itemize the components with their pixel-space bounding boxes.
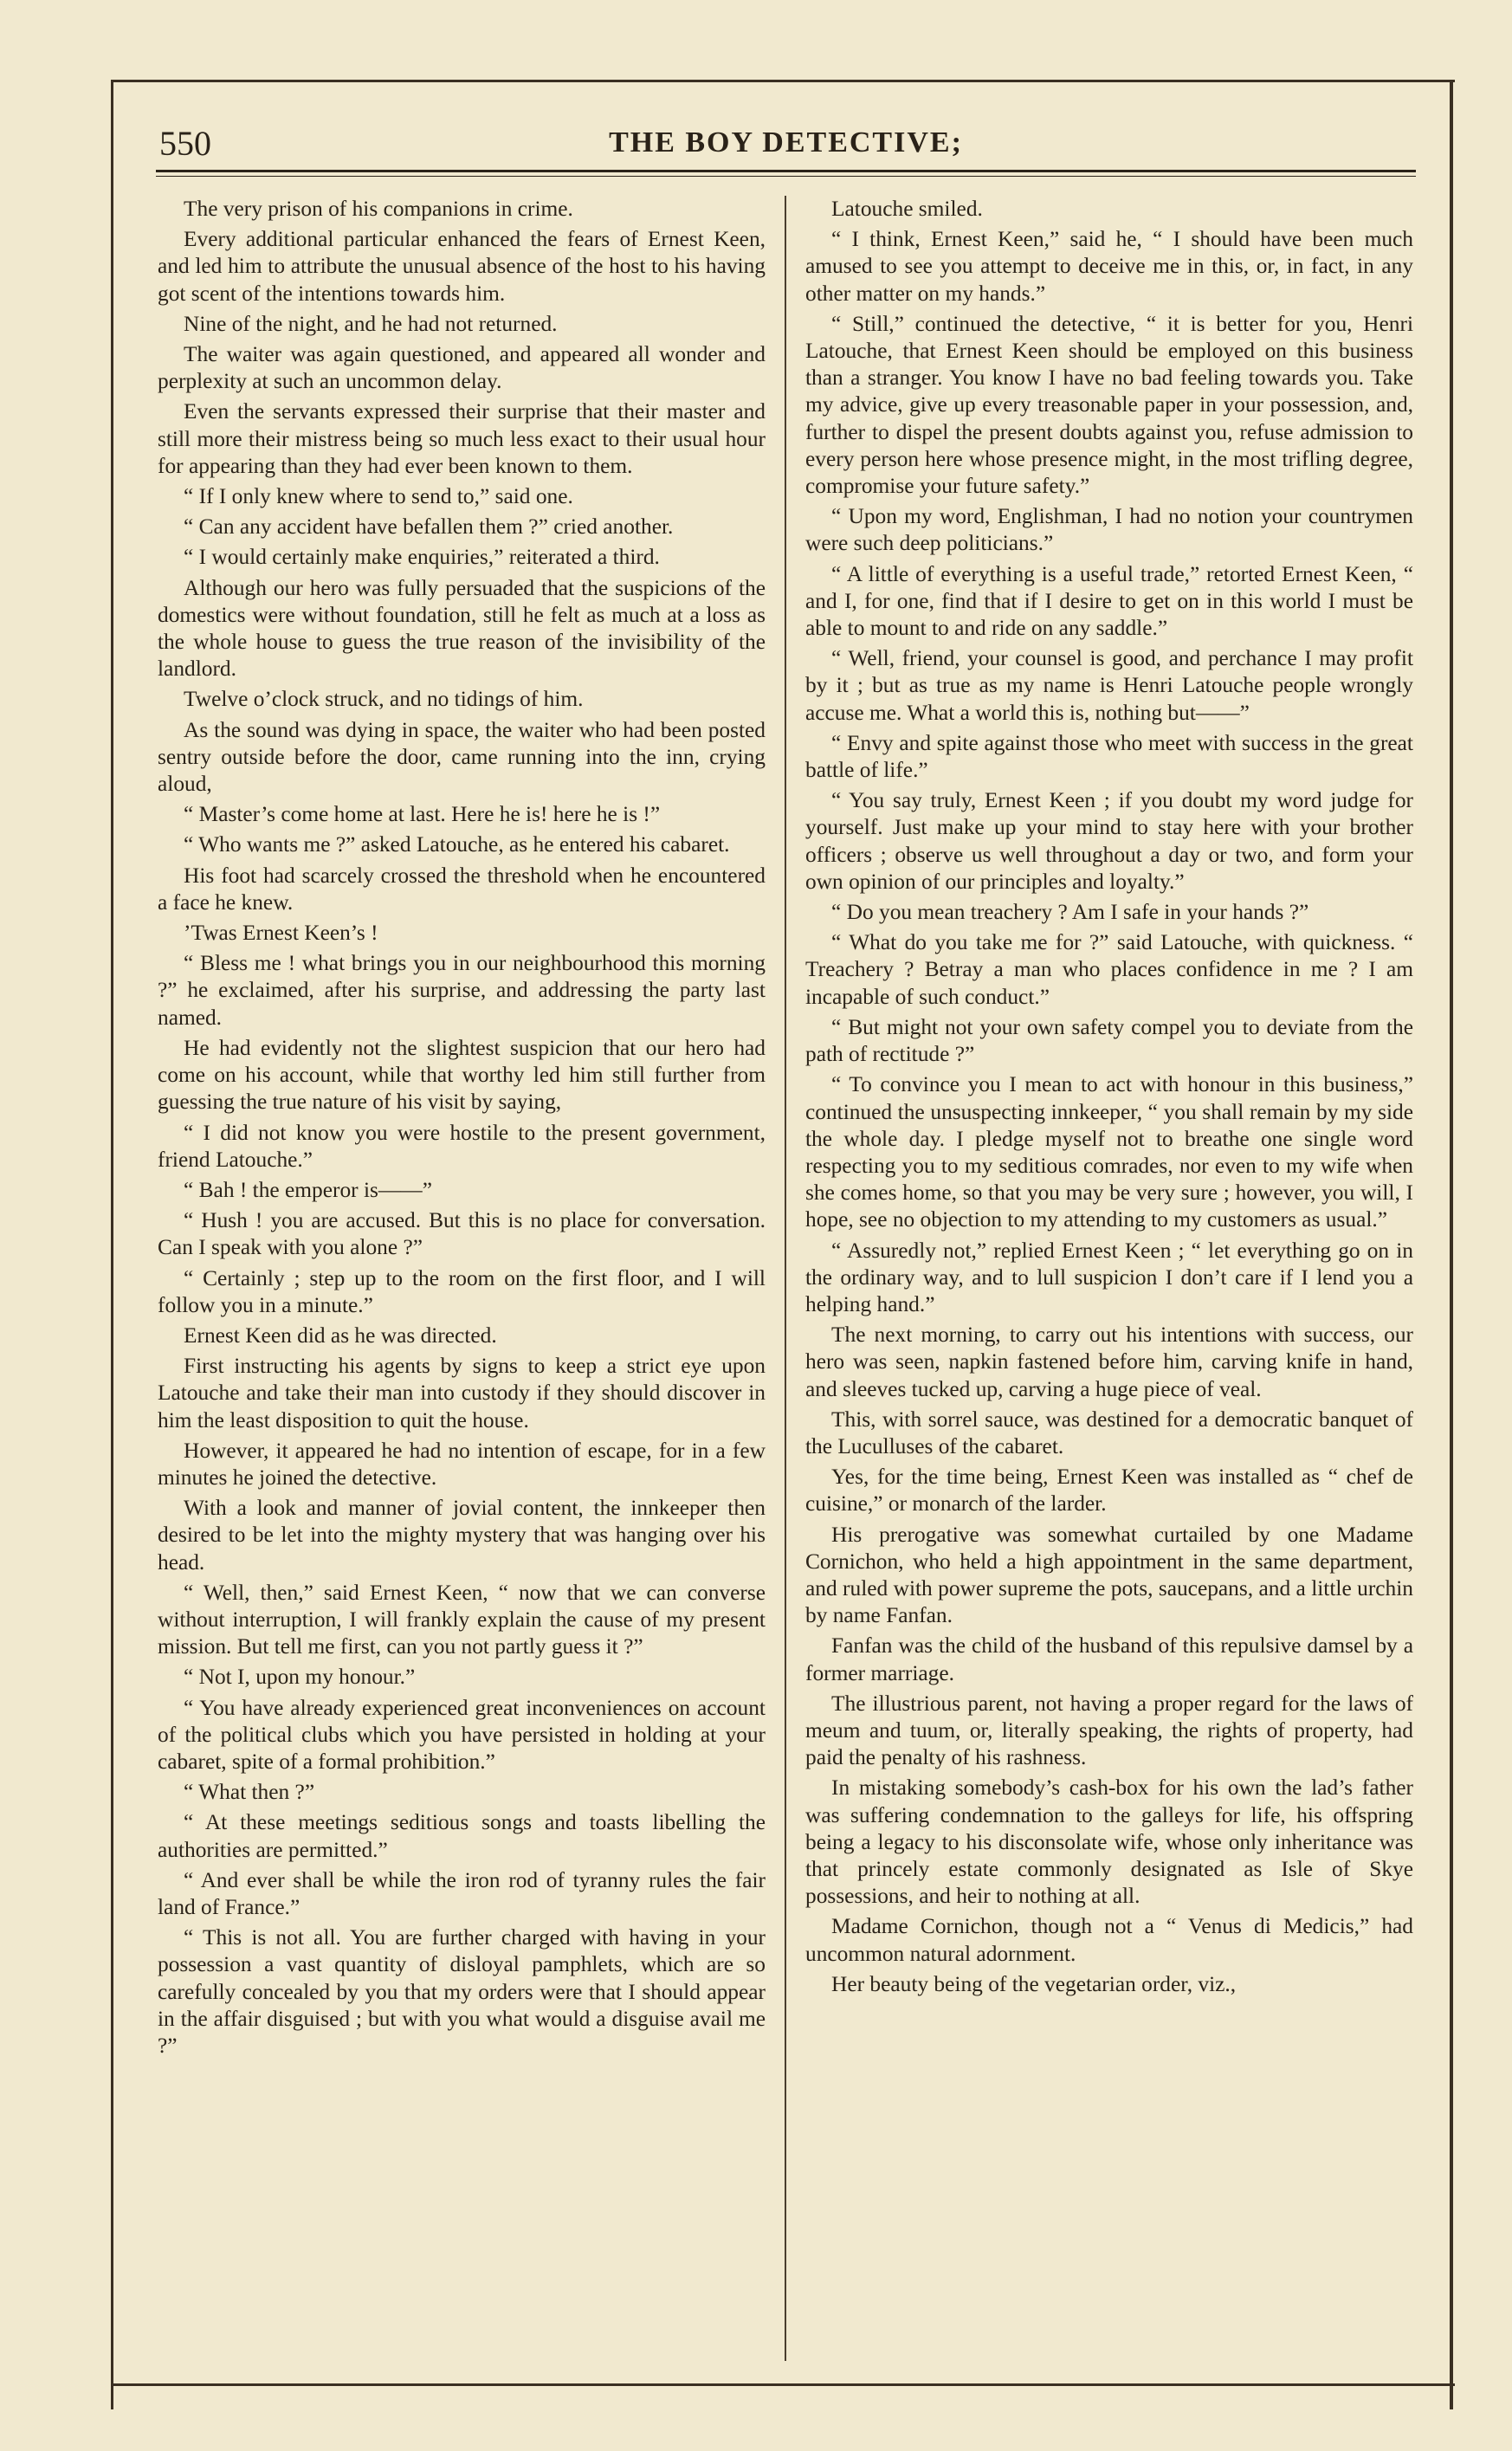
paragraph: Latouche smiled.: [831, 197, 983, 221]
paragraph: “ Master’s come home at last. Here he is! here he is !”: [184, 802, 661, 827]
paragraph: His foot had scarcely crossed the threshold when he encountered a face he knew.: [158, 863, 766, 915]
paragraph: The illustrious parent, not having a proper regard for the laws of meum and tuum, or, literally speaking, the rights of property, had paid the penalty of his rashness.: [805, 1691, 1413, 1770]
paragraph: “ What do you take me for ?” said Latouche, with quickness. “ Treachery ? Betray a man who places confidence in me ? I am incapable of such conduct.”: [805, 930, 1413, 1009]
paragraph: First instructing his agents by signs to keep a strict eye upon Latouche and take their man into custody if they should discover in him the least disposition to quit the house.: [158, 1354, 766, 1432]
paragraph: However, it appeared he had no intention of escape, for in a few minutes he joined the detective.: [158, 1438, 766, 1490]
paragraph: “ But might not your own safety compel you to deviate from the path of rectitude ?”: [805, 1014, 1413, 1067]
paragraph: “ You have already experienced great inconveniences on account of the political clubs which you have persisted in holding at your cabaret, spite of a formal prohibition.”: [158, 1695, 766, 1774]
paragraph: This, with sorrel sauce, was destined for a democratic banquet of the Luculluses of the cabaret.: [805, 1407, 1413, 1458]
paragraph: “ I did not know you were hostile to the present government, friend Latouche.”: [158, 1120, 766, 1172]
page-header: [156, 121, 1416, 173]
paragraph: “ Bless me ! what brings you in our neighbourhood this morning ?” he exclaimed, after his surprise, and addressing the party last named.: [158, 951, 766, 1030]
paragraph: “ Assuredly not,” replied Ernest Keen ; “ let everything go on in the ordinary way, and to lull suspicion I don’t care if I lend you a helping hand.”: [805, 1238, 1413, 1316]
header-rule: [156, 170, 1416, 172]
paragraph: Even the servants expressed their surprise that their master and still more their mistress being so much less exact to their usual hour for appearing than they had ever been known to them.: [158, 399, 766, 478]
paragraph: The very prison of his companions in crime.: [184, 197, 573, 221]
paragraph: “ You say truly, Ernest Keen ; if you doubt my word judge for yourself. Just make up your mind to stay here with your brother officers ; observe us well throughout a day or two, and form your own opinion of our principles and loyalty.”: [805, 788, 1413, 894]
paragraph: The waiter was again questioned, and appeared all wonder and perplexity at such an uncommon delay.: [158, 342, 766, 394]
paragraph: ’Twas Ernest Keen’s !: [184, 921, 378, 946]
paragraph: As the sound was dying in space, the waiter who had been posted sentry outside before the door, came running into the inn, crying aloud,: [158, 717, 766, 797]
paragraph: “ Certainly ; step up to the room on the first floor, and I will follow you in a minute.”: [158, 1265, 766, 1317]
frame-border-right: [1450, 80, 1453, 2409]
paragraph: “ Not I, upon my honour.”: [184, 1665, 416, 1690]
paragraph: “ Hush ! you are accused. But this is no place for conversation. Can I speak with you alone ?”: [158, 1208, 766, 1260]
paragraph: “ Can any accident have befallen them ?” cried another.: [184, 514, 674, 540]
paragraph: “ I would certainly make enquiries,” reiterated a third.: [184, 545, 660, 570]
paragraph: “ If I only knew where to send to,” said one.: [184, 484, 573, 509]
paragraph: The next morning, to carry out his intentions with success, our hero was seen, napkin fastened before him, carving knife in hand, and sleeves tucked up, carving a huge piece of veal.: [805, 1323, 1413, 1401]
left-column: [158, 196, 766, 2361]
paragraph: “ Envy and spite against those who meet with success in the great battle of life.”: [805, 730, 1413, 783]
paragraph: “ Still,” continued the detective, “ it is better for you, Henri Latouche, that Ernest Keen should be employed on this business than a stranger. You know I have no bad feeling towards you. Take my advice, give up every treasonable paper in your possession, and, further to dispel the present doubts against you, refuse admission to every person here whose presence might, in the most trifling degree, compromise your future safety.”: [805, 311, 1413, 499]
paragraph: “ I think, Ernest Keen,” said he, “ I should have been much amused to see you attempt to deceive me in this, or, in fact, in any other matter on my hands.”: [805, 227, 1413, 306]
paragraph: Fanfan was the child of the husband of this repulsive damsel by a former marriage.: [805, 1633, 1413, 1685]
paragraph: “ What then ?”: [184, 1780, 315, 1805]
paragraph: “ And ever shall be while the iron rod of tyranny rules the fair land of France.”: [158, 1867, 766, 1919]
running-title: THE BOY DETECTIVE;: [609, 126, 963, 158]
paragraph: “ To convince you I mean to act with honour in this business,” continued the unsuspecting innkeeper, “ you shall remain by my side the whole day. I pledge myself not to breathe one single word respecting you to my seditious comrades, nor even to my wife when she comes home, so that you may be very sure ; however, you will, I hope, see no objection to my attending to my customers as usual.”: [805, 1072, 1413, 1232]
right-column: [805, 196, 1413, 2361]
paragraph: “ Bah ! the emperor is——”: [184, 1177, 432, 1202]
paragraph: Every additional particular enhanced the fears of Ernest Keen, and led him to attribute the unusual absence of the host to his having got scent of the intentions towards him.: [158, 227, 766, 306]
header-rule-thin: [156, 176, 1416, 177]
paragraph: “ A little of everything is a useful trade,” retorted Ernest Keen, “ and I, for one, find that if I desire to get on in this world I must be able to mount to and ride on any saddle.”: [805, 561, 1413, 641]
page-number: 550: [159, 124, 211, 163]
paragraph: “ Who wants me ?” asked Latouche, as he entered his cabaret.: [184, 832, 730, 857]
paragraph: “ At these meetings seditious songs and toasts libelling the authorities are permitted.”: [158, 1810, 766, 1862]
paragraph: Twelve o’clock struck, and no tidings of him.: [184, 687, 584, 712]
paragraph: With a look and manner of jovial content, the innkeeper then desired to be let into the mighty mystery that was hanging over his head.: [158, 1496, 766, 1575]
column-divider: [785, 196, 786, 2361]
paragraph: “ Well, then,” said Ernest Keen, “ now that we can converse without interruption, I will frankly explain the cause of my present mission. But tell me first, can you not partly guess it ?”: [158, 1580, 766, 1659]
paragraph: Although our hero was fully persuaded that the suspicions of the domestics were without foundation, still he felt as much at a loss as the whole house to guess the true reason of the invisibility of the landlord.: [158, 575, 766, 682]
paragraph: “ Do you mean treachery ? Am I safe in your hands ?”: [831, 900, 1309, 925]
paragraph: Ernest Keen did as he was directed.: [184, 1323, 497, 1348]
paragraph: “ This is not all. You are further charged with having in your possession a vast quantity of disloyal pamphlets, which are so carefully concealed by you that my orders were that I should appear in the affair disguised ; but with you what would a disguise avail me ?”: [158, 1925, 766, 2058]
paragraph: He had evidently not the slightest suspicion that our hero had come on his account, while that worthy led him still further from guessing the true nature of his visit by saying,: [158, 1035, 766, 1115]
paragraph: Nine of the night, and he had not returned.: [184, 311, 558, 336]
frame-border-top: [111, 80, 1455, 82]
paragraph: In mistaking somebody’s cash-box for his own the lad’s father was suffering condemnation to the galleys for life, his offspring being a legacy to his disconsolate wife, whose only inheritance was that princely estate commonly designated as Isle of Skye possessions, and heir to nothing at all.: [805, 1775, 1413, 1909]
frame-border-left: [111, 80, 113, 2409]
paragraph: His prerogative was somewhat curtailed by one Madame Cornichon, who held a high appointment in the same department, and ruled with power supreme the pots, saucepans, and a little urchin by name Fanfan.: [805, 1522, 1413, 1628]
paragraph: Her beauty being of the vegetarian order, viz.,: [831, 1971, 1237, 1996]
paragraph: “ Well, friend, your counsel is good, and perchance I may profit by it ; but as true as my name is Henri Latouche people wrongly accuse me. What a world this is, nothing but——”: [805, 646, 1413, 725]
paragraph: “ Upon my word, Englishman, I had no notion your countrymen were such deep politicians.”: [805, 504, 1413, 556]
frame-border-bottom: [111, 2383, 1455, 2386]
paragraph: Yes, for the time being, Ernest Keen was installed as “ chef de cuisine,” or monarch of the larder.: [805, 1465, 1413, 1517]
paragraph: Madame Cornichon, though not a “ Venus di Medicis,” had uncommon natural adornment.: [805, 1914, 1413, 1966]
